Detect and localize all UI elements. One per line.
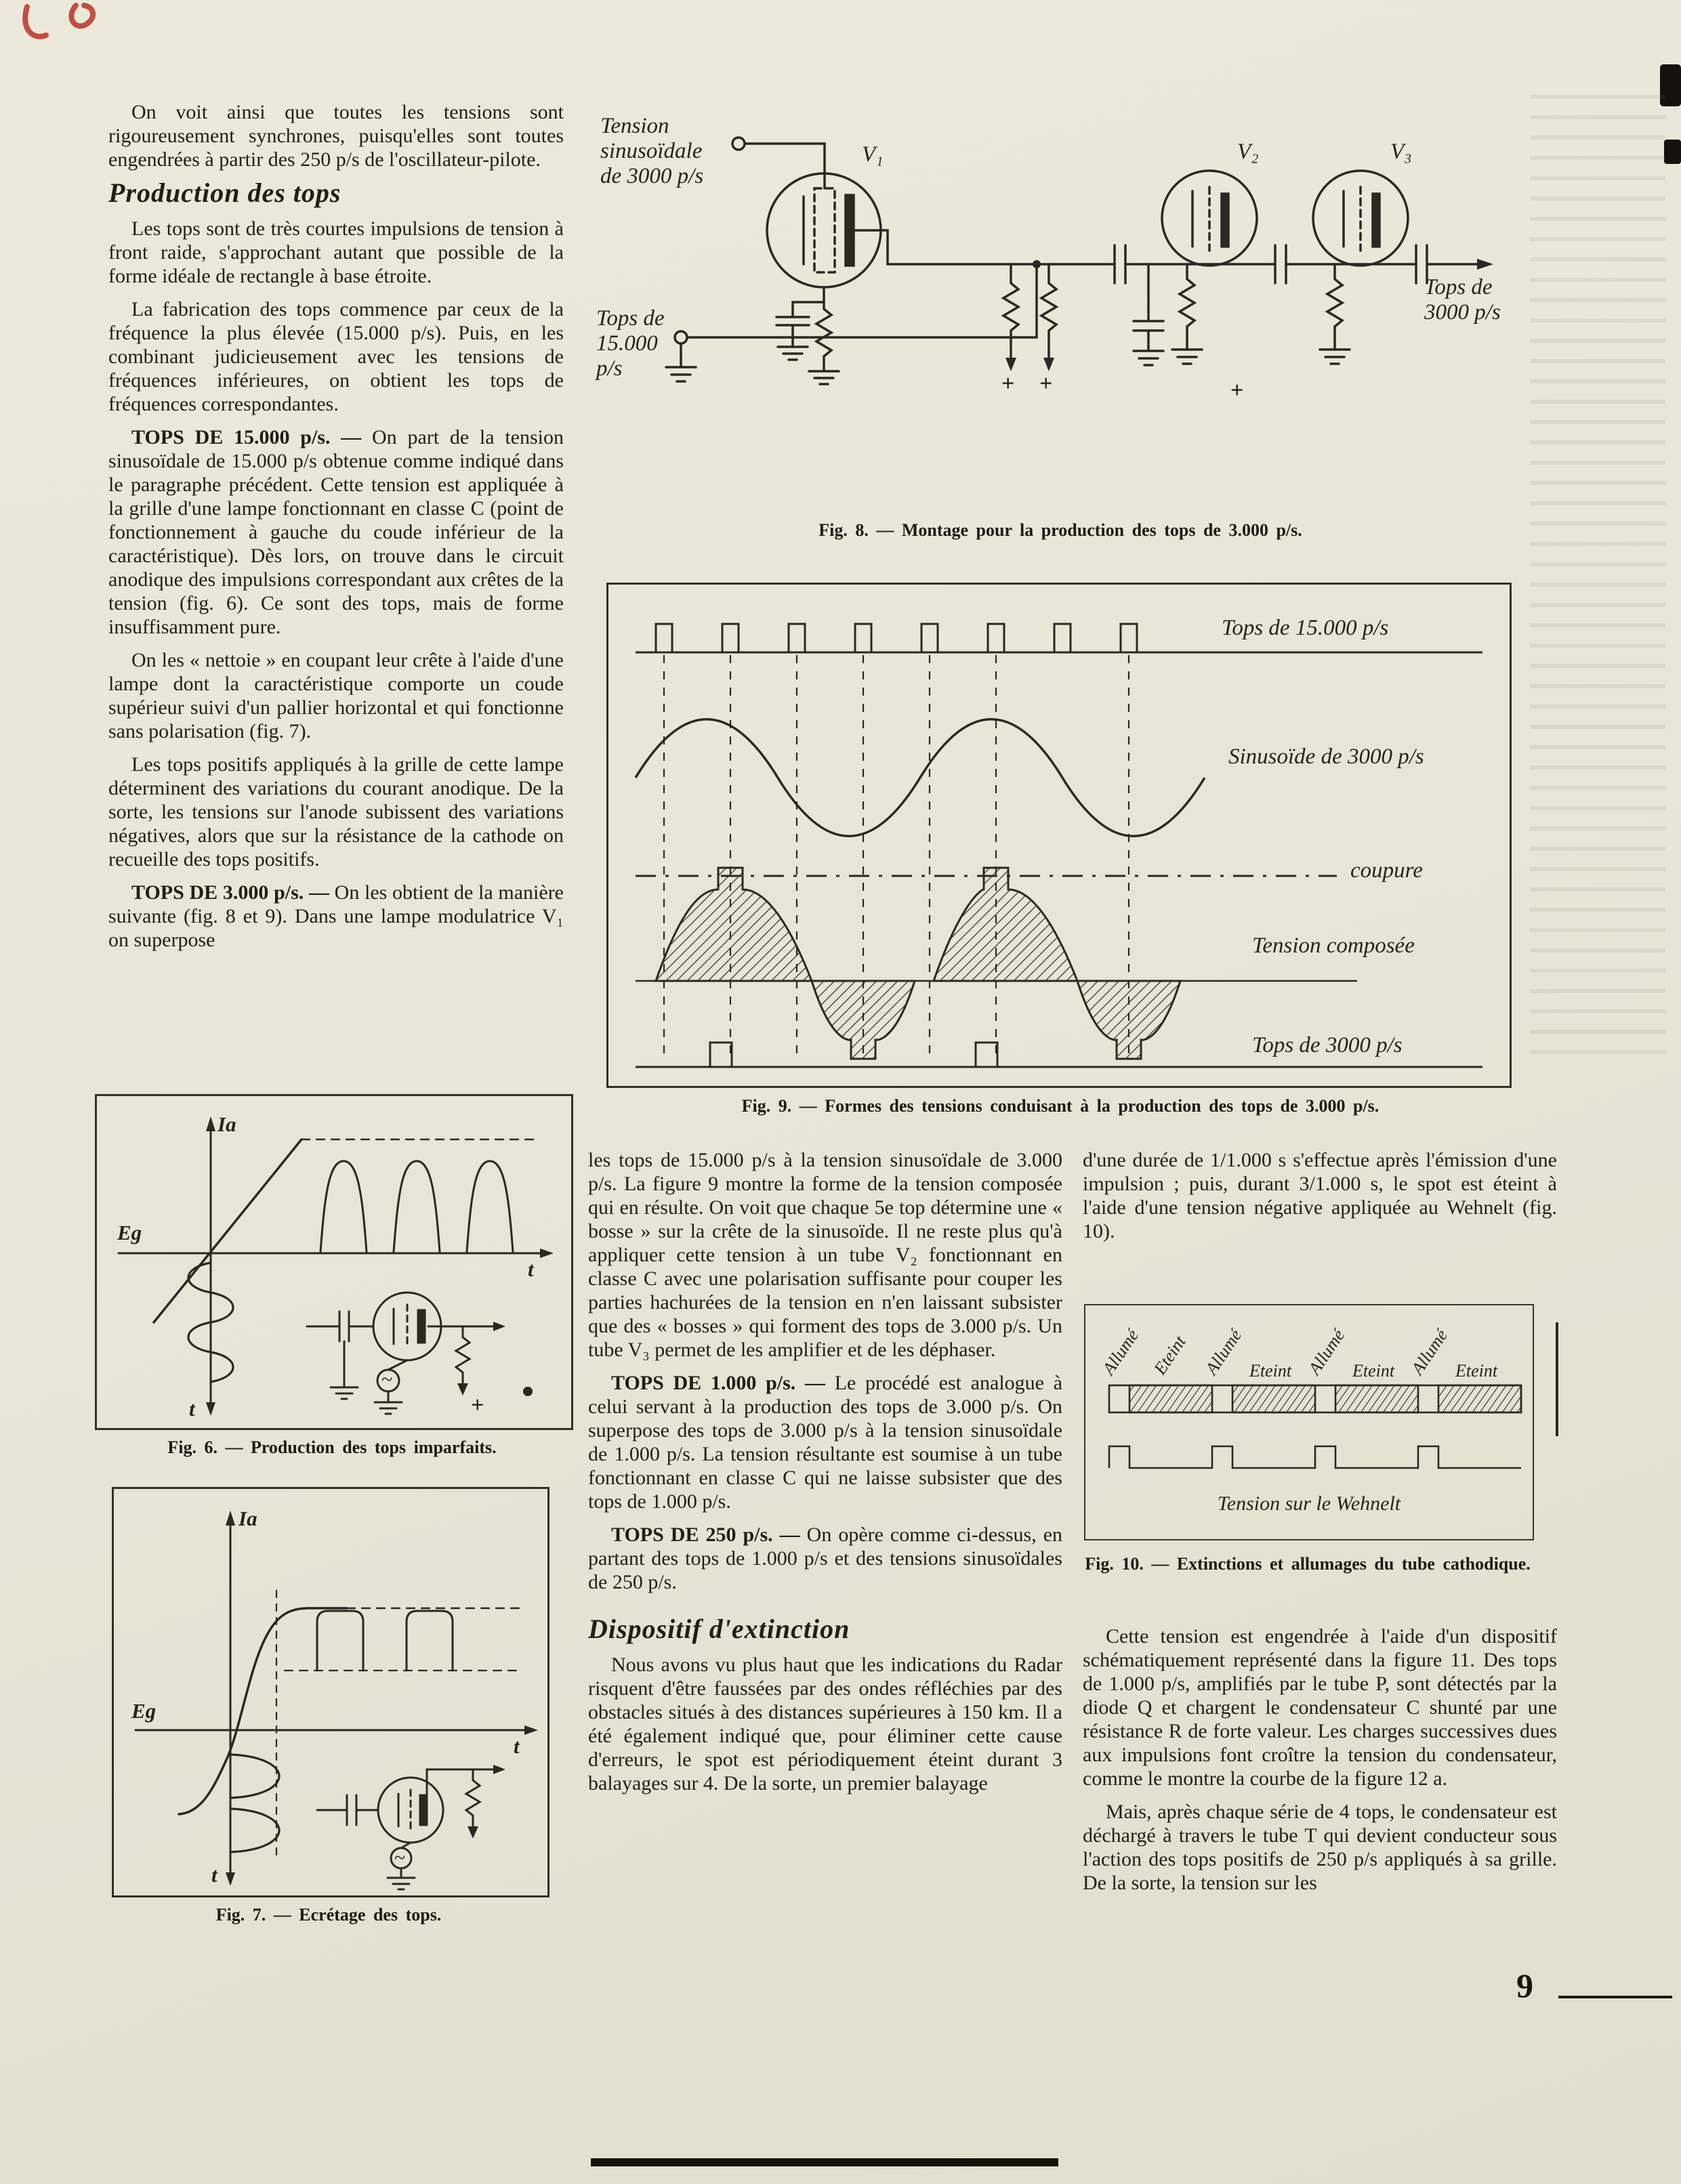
red-pen-marks xyxy=(14,0,129,58)
scan-artifact-line xyxy=(1556,1322,1558,1436)
paragraph-lead: TOPS DE 3.000 p/s. — xyxy=(131,881,329,904)
fig7-label-ia: Ia xyxy=(238,1507,257,1530)
tilde-source-symbol: ~ xyxy=(381,1368,393,1391)
paragraph-text: On opère comme ci-dessus, en partant des tops de 1.000 p/s et des tensions sinusoïdales de 250 p/s. xyxy=(588,1524,1063,1593)
fig8-label-input-sine: Tension sinusoïdale de 3000 p/s xyxy=(600,114,704,188)
paragraph-tops-3000 xyxy=(108,881,564,952)
fig8-label-output: Tops de 3000 p/s xyxy=(1424,275,1501,324)
paragraph: Les tops sont de très courtes impulsions de tension à front raide, s'approchant autant que possible de la forme idéale de rectangle à base étroite. xyxy=(108,217,564,287)
fig6-label-t-down: t xyxy=(189,1397,195,1421)
fig6-label-ia: Ia xyxy=(217,1112,236,1136)
right-column-top xyxy=(1083,1148,1557,1253)
print-bleedthrough xyxy=(1530,95,1665,1064)
left-column xyxy=(108,100,564,961)
fig7-label-t-right: t xyxy=(514,1734,520,1758)
figure-8-caption: Fig. 8. — Montage pour la production des tops de 3.000 p/s. xyxy=(818,520,1302,540)
paragraph-lead: TOPS DE 250 p/s. — xyxy=(611,1524,800,1546)
fig7-label-eg: Eg xyxy=(131,1699,157,1723)
figure-9 xyxy=(606,583,1512,1088)
fig9-label-tops-3000: Tops de 3000 p/s xyxy=(1252,1033,1403,1057)
paragraph-tops-1000 xyxy=(588,1371,1062,1513)
fig9-label-tops-15000: Tops de 15.000 p/s xyxy=(1222,616,1389,640)
fig10-state-label: Allumé xyxy=(1304,1326,1349,1379)
fig10-state-label: Allumé xyxy=(1407,1326,1452,1379)
figure-6-caption: Fig. 6. — Production des tops imparfaits. xyxy=(167,1437,497,1457)
fig9-label-sinusoide: Sinusoïde de 3000 p/s xyxy=(1228,744,1424,769)
fig8-label-input-tops: Tops de 15.000 p/s xyxy=(596,306,665,381)
figure-10-caption: Fig. 10. — Extinctions et allumages du tube cathodique. xyxy=(1085,1554,1531,1574)
paragraph-lead: TOPS DE 1.000 p/s. — xyxy=(611,1372,825,1394)
paragraph: On voit ainsi que toutes les tensions sont rigoureusement synchrones, puisqu'elles sont toutes engendrées à partir des 250 p/s de l'oscillateur-pilote. xyxy=(108,101,564,171)
paragraph: On les « nettoie » en coupant leur crête à l'aide d'une lampe dont la caractéristique comporte un coude supérieur suivi d'un pallier horizontal et qui fonctionne sans polarisation (fig. 7). xyxy=(108,649,564,742)
figure-8 xyxy=(596,102,1524,508)
plus-sign: + xyxy=(471,1393,484,1418)
paragraph-tops-250 xyxy=(588,1523,1062,1594)
plus-sign: + xyxy=(1230,378,1244,403)
section-heading-production: Production des tops xyxy=(108,177,341,208)
plus-sign: + xyxy=(1039,371,1053,396)
plus-sign: + xyxy=(1001,371,1015,396)
right-column-bottom xyxy=(1083,1624,1557,1904)
paragraph-lead: TOPS DE 15.000 p/s. — xyxy=(131,426,362,448)
paragraph: La fabrication des tops commence par ceux de la fréquence la plus élevée (15.000 p/s). Puis, en les combinant judicieusement avec les tensions de fréquences inférieures, on obtient les tops de fréquences correspondantes. xyxy=(108,298,564,415)
figure-7-caption: Fig. 7. — Ecrétage des tops. xyxy=(215,1905,442,1925)
fig9-waveforms xyxy=(608,585,1510,1086)
fig9-label-coupure: coupure xyxy=(1350,858,1423,883)
fig9-label-composee: Tension composée xyxy=(1252,933,1415,958)
fig10-label-wehnelt: Tension sur le Wehnelt xyxy=(1217,1492,1401,1515)
figure-9-caption: Fig. 9. — Formes des tensions conduisant à la production des tops de 3.000 p/s. xyxy=(741,1096,1379,1116)
fig10-state-label: Eteint xyxy=(1352,1361,1395,1381)
tilde-source-symbol: ~ xyxy=(394,1847,406,1869)
section-heading-extinction: Dispositif d'extinction xyxy=(588,1614,850,1644)
paragraph: d'une durée de 1/1.000 s s'effectue après l'émission d'une impulsion ; puis, durant 3/1.000 s, le spot est éteint à l'aide d'une tension négative appliquée au Wehnelt (fig. 10). xyxy=(1083,1149,1557,1242)
figure-7 xyxy=(112,1487,549,1897)
fig8-label-v2: V₂ xyxy=(1237,140,1259,164)
fig6-label-eg: Eg xyxy=(117,1221,142,1244)
scan-artifact xyxy=(1664,140,1681,164)
paragraph-text: Le procédé est analogue à celui servant à la production des tops de 3.000 p/s. On superpose des tops de 3.000 p/s à la tension sinusoïdale de 1.000 p/s. La tension résultante est soumise à un tube fonctionnant en classe C qui ne laisse subsister que des tops de 1.000 p/s. xyxy=(588,1372,1063,1513)
fig10-state-label: Eteint xyxy=(1455,1361,1498,1381)
page-number-rule xyxy=(1558,1996,1672,1998)
paragraph: Nous avons vu plus haut que les indications du Radar risquent d'être faussées par des ondes réfléchies par des obstacles situés à des distances supérieures à 150 km. Il a été également indiqué que, pour éliminer cette cause d'erreurs, le spot est périodiquement éteint durant 3 balayages sur 4. De la sorte, un premier balayage xyxy=(588,1654,1062,1794)
fig8-label-v3: V₃ xyxy=(1390,140,1412,164)
fig6-graph xyxy=(97,1096,571,1428)
figure-6 xyxy=(95,1094,573,1430)
paragraph: les tops de 15.000 p/s à la tension sinusoïdale de 3.000 p/s. La figure 9 montre la forme de la tension composée qui en résulte. On voit que chaque 5e top détermine une « bosse » sur la crête de la sinusoïde. Il ne reste plus qu'à appliquer cette tension à un tube V₂ fonctionnant en classe C avec une polarisation suffisante pour couper les parties hachurées de la tension en n'en laissant subsister que des « bosses » qui forment des tops de 3.000 p/s. Un tube V₃ permet de les amplifier et de les déphaser. xyxy=(588,1149,1062,1361)
fig10-state-label: Eteint xyxy=(1150,1332,1190,1379)
paragraph: Cette tension est engendrée à l'aide d'un dispositif schématiquement représenté dans la figure 11. Des tops de 1.000 p/s, amplifiés par le tube P, sont détectés par la diode Q et chargent le condensateur C shunté par une résistance R de forte valeur. Les charges successives dues aux impulsions font croître la tension du condensateur, comme le montre la courbe de la figure 12 a. xyxy=(1083,1625,1557,1790)
paragraph-text: On part de la tension sinusoïdale de 15.000 p/s obtenue comme indiqué dans le paragraphe précédent. Cette tension est appliquée à la grille d'une lampe fonctionnant en classe C (point de fonctionnement à gauche du coude inférieur de la caractéristique). Dès lors, on trouve dans le circuit anodique des impulsions correspondant aux crêtes de la tension (fig. 6). Ce sont des tops, mais de forme insuffisamment pure. xyxy=(108,426,564,638)
fig10-state-label: Allumé xyxy=(1201,1326,1246,1379)
fig6-label-t-right: t xyxy=(528,1257,534,1281)
paragraph-text: On les obtient de la manière suivante (fig. 8 et 9). Dans une lampe modulatrice V₁ on superpose xyxy=(108,881,564,951)
scan-artifact-bottom-bar xyxy=(591,2158,1058,2166)
fig8-schematic xyxy=(596,102,1524,508)
fig10-state-label: Allumé xyxy=(1098,1326,1143,1379)
fig7-graph xyxy=(114,1489,547,1895)
paragraph: Les tops positifs appliqués à la grille de cette lampe déterminent des variations du courant anodique. De la sorte, les tensions sur l'anode subissent des variations négatives, alors que sur la résistance de la cathode on recueille des tops positifs. xyxy=(108,753,564,870)
fig8-label-v1: V₁ xyxy=(862,142,884,167)
fig10-state-label: Eteint xyxy=(1249,1361,1292,1381)
paragraph: Mais, après chaque série de 4 tops, le condensateur est déchargé à travers le tube T qui devient conducteur sous l'action des tops positifs de 250 p/s appliqués à sa grille. De la sorte, la tension sur les xyxy=(1083,1801,1557,1894)
fig7-label-t-down: t xyxy=(211,1863,217,1887)
figure-10 xyxy=(1084,1304,1534,1540)
middle-column xyxy=(588,1148,1062,1805)
paragraph-tops-15000 xyxy=(108,425,564,639)
page-number: 9 xyxy=(1516,1967,1533,2004)
